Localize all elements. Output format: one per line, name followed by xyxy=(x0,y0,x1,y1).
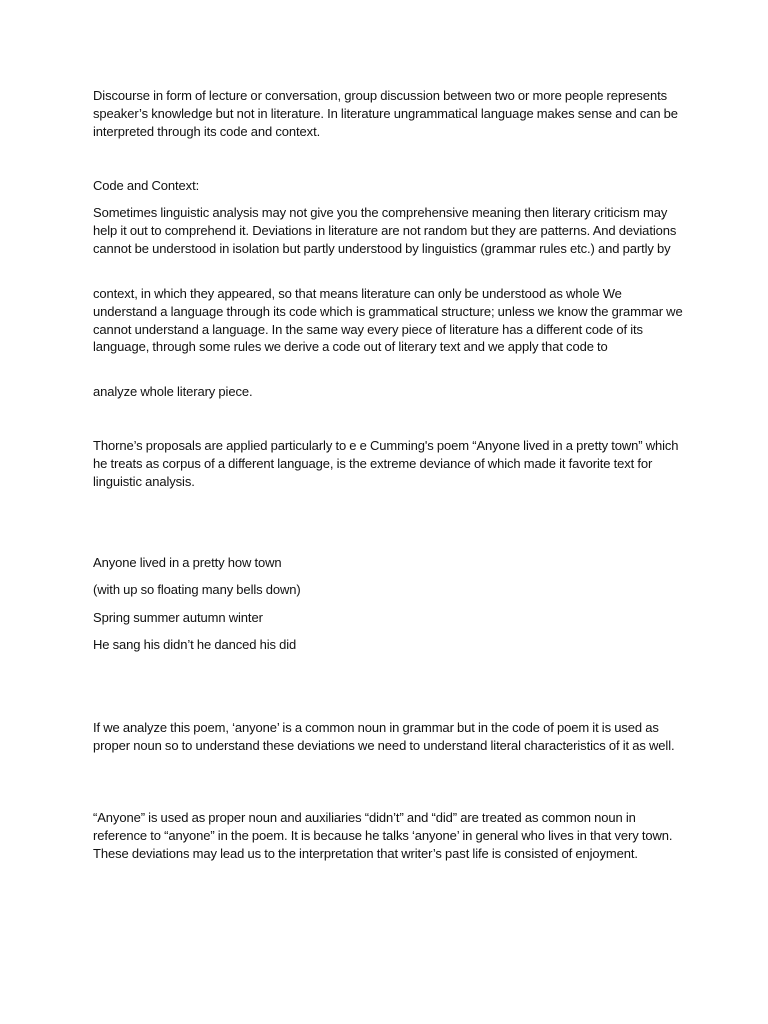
body-paragraph: analyze whole literary piece. xyxy=(93,384,253,399)
intro-paragraph: Discourse in form of lecture or conversation, group discussion between two or more people represents speaker’s knowledge but not in literature. In literature ungrammatical language makes sense and can be interpreted through its code and context. xyxy=(93,88,678,139)
section-heading: Code and Context: xyxy=(93,178,200,193)
poem-line: Spring summer autumn winter xyxy=(93,610,263,625)
body-paragraph: “Anyone” is used as proper noun and auxiliaries “didn’t” and “did” are treated as common noun in reference to “anyone” in the poem. It is because he talks ‘anyone’ in general who lives in that very town. These deviations may lead us to the interpretation that writer’s past life is consisted of enjoyment. xyxy=(93,810,673,861)
poem-line: Anyone lived in a pretty how town xyxy=(93,555,282,570)
body-paragraph: Thorne’s proposals are applied particularly to e e Cumming's poem “Anyone lived in a pretty town” which he treats as corpus of a different language, is the extreme deviance of which made it favorite text for linguistic analysis. xyxy=(93,438,679,489)
body-paragraph: context, in which they appeared, so that means literature can only be understood as whole We understand a language through its code which is grammatical structure; unless we know the grammar we cannot understand a language. In the same way every piece of literature has a different code of its language, through some rules we derive a code out of literary text and we apply that code to xyxy=(93,286,683,355)
poem-line: He sang his didn’t he danced his did xyxy=(93,637,297,652)
poem-line: (with up so floating many bells down) xyxy=(93,582,301,597)
body-paragraph: Sometimes linguistic analysis may not give you the comprehensive meaning then literary criticism may help it out to comprehend it. Deviations in literature are not random but they are patterns. And deviations cannot be understood in isolation but partly understood by linguistics (grammar rules etc.) and partly by xyxy=(93,205,677,256)
body-paragraph: If we analyze this poem, ‘anyone’ is a common noun in grammar but in the code of poem it is used as proper noun so to understand these deviations we need to understand literal characteristics of it as well. xyxy=(93,720,675,753)
